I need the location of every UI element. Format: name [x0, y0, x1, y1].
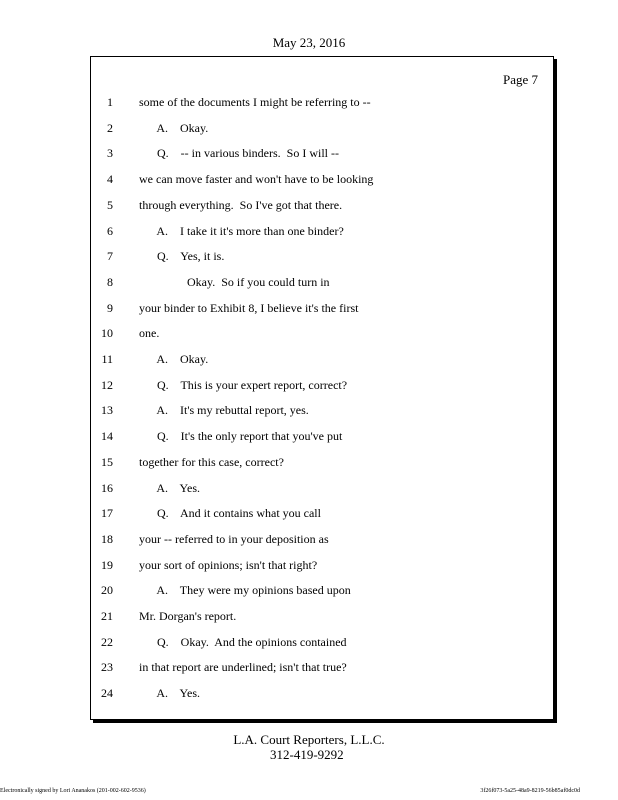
line-text: A. Okay.: [139, 352, 209, 366]
line-text: through everything. So I've got that there.: [139, 197, 343, 212]
header-date: May 23, 2016: [272, 35, 346, 50]
line-text: A. They were my opinions based upon: [139, 583, 351, 598]
page-number: Page 7: [502, 72, 538, 87]
transcript-line: [91, 403, 551, 421]
transcript-line: [91, 686, 551, 704]
line-number: 19: [101, 557, 113, 572]
line-number: 21: [101, 609, 113, 623]
line-text: A. Yes.: [139, 686, 201, 701]
line-number: 10: [101, 326, 113, 341]
line-text: Q. And it contains what you call: [139, 506, 321, 521]
transcript-line: [91, 429, 551, 447]
line-number: 3: [107, 146, 113, 161]
line-text: A. It's my rebuttal report, yes.: [139, 403, 309, 418]
line-text: Q. Okay. And the opinions contained: [139, 634, 347, 649]
transcript-line: [91, 172, 551, 190]
line-text: A. Yes.: [139, 480, 201, 495]
line-number: 18: [101, 531, 113, 546]
line-text: Q. It's the only report that you've put: [139, 429, 343, 444]
transcript-line: [91, 532, 551, 550]
line-number: 24: [101, 686, 113, 701]
transcript-line: [91, 378, 551, 396]
line-number: 7: [107, 249, 113, 264]
transcript-line: [91, 455, 551, 473]
line-text: A. Okay.: [139, 120, 209, 135]
line-text: Okay. So if you could turn in: [139, 274, 330, 289]
line-text: Q. This is your expert report, correct?: [139, 377, 348, 392]
line-text: Q. Yes, it is.: [139, 249, 225, 264]
line-number: 9: [107, 300, 113, 315]
transcript-line: [91, 352, 551, 370]
line-number: 15: [101, 454, 113, 469]
line-number: 22: [101, 634, 113, 649]
line-text: Mr. Dorgan's report.: [139, 609, 237, 623]
line-number: 17: [101, 506, 113, 521]
line-text: your -- referred to in your deposition as: [139, 531, 329, 546]
line-number: 12: [101, 377, 113, 392]
transcript-line: [91, 326, 551, 344]
transcript-line: [91, 198, 551, 216]
line-number: 6: [107, 223, 113, 238]
line-text: your binder to Exhibit 8, I believe it's the first: [139, 300, 359, 315]
footer-company: L.A. Court Reporters, L.L.C.: [233, 732, 385, 747]
line-number: 11: [101, 352, 113, 366]
electronic-signature: Electronically signed by Lori Ananakos (201-002-602-9536): [0, 788, 146, 794]
line-text: Q. -- in various binders. So I will --: [139, 146, 339, 161]
line-number: 23: [101, 660, 113, 675]
transcript-line: [91, 506, 551, 524]
line-number: 5: [107, 197, 113, 212]
line-number: 8: [107, 274, 113, 289]
line-number: 16: [101, 480, 113, 495]
footer-phone: 312-419-9292: [270, 747, 344, 762]
transcript-line: [91, 121, 551, 139]
transcript-line: [91, 635, 551, 653]
line-text: in that report are underlined; isn't that true?: [139, 660, 347, 675]
document-id: 3f26f073-5a25-48a9-8219-56b85af0dc0d: [480, 788, 580, 794]
line-text: we can move faster and won't have to be looking: [139, 172, 374, 187]
transcript-line: [91, 558, 551, 576]
line-number: 1: [107, 95, 113, 109]
transcript-line: [91, 224, 551, 242]
line-text: together for this case, correct?: [139, 454, 284, 469]
transcript-line: [91, 146, 551, 164]
transcript-page: [90, 56, 554, 720]
line-text: some of the documents I might be referring to --: [139, 95, 371, 109]
line-number: 2: [107, 120, 113, 135]
line-text: one.: [139, 326, 160, 341]
transcript-line: [91, 609, 551, 627]
transcript-line: [91, 583, 551, 601]
line-number: 14: [101, 429, 113, 444]
transcript-line: [91, 275, 551, 293]
transcript-line: [91, 660, 551, 678]
line-number: 20: [101, 583, 113, 598]
transcript-line: [91, 95, 551, 113]
line-text: your sort of opinions; isn't that right?: [139, 557, 318, 572]
transcript-line: [91, 481, 551, 499]
line-text: A. I take it it's more than one binder?: [139, 223, 344, 238]
line-number: 4: [107, 172, 113, 187]
line-number: 13: [101, 403, 113, 418]
transcript-line: [91, 301, 551, 319]
transcript-line: [91, 249, 551, 267]
